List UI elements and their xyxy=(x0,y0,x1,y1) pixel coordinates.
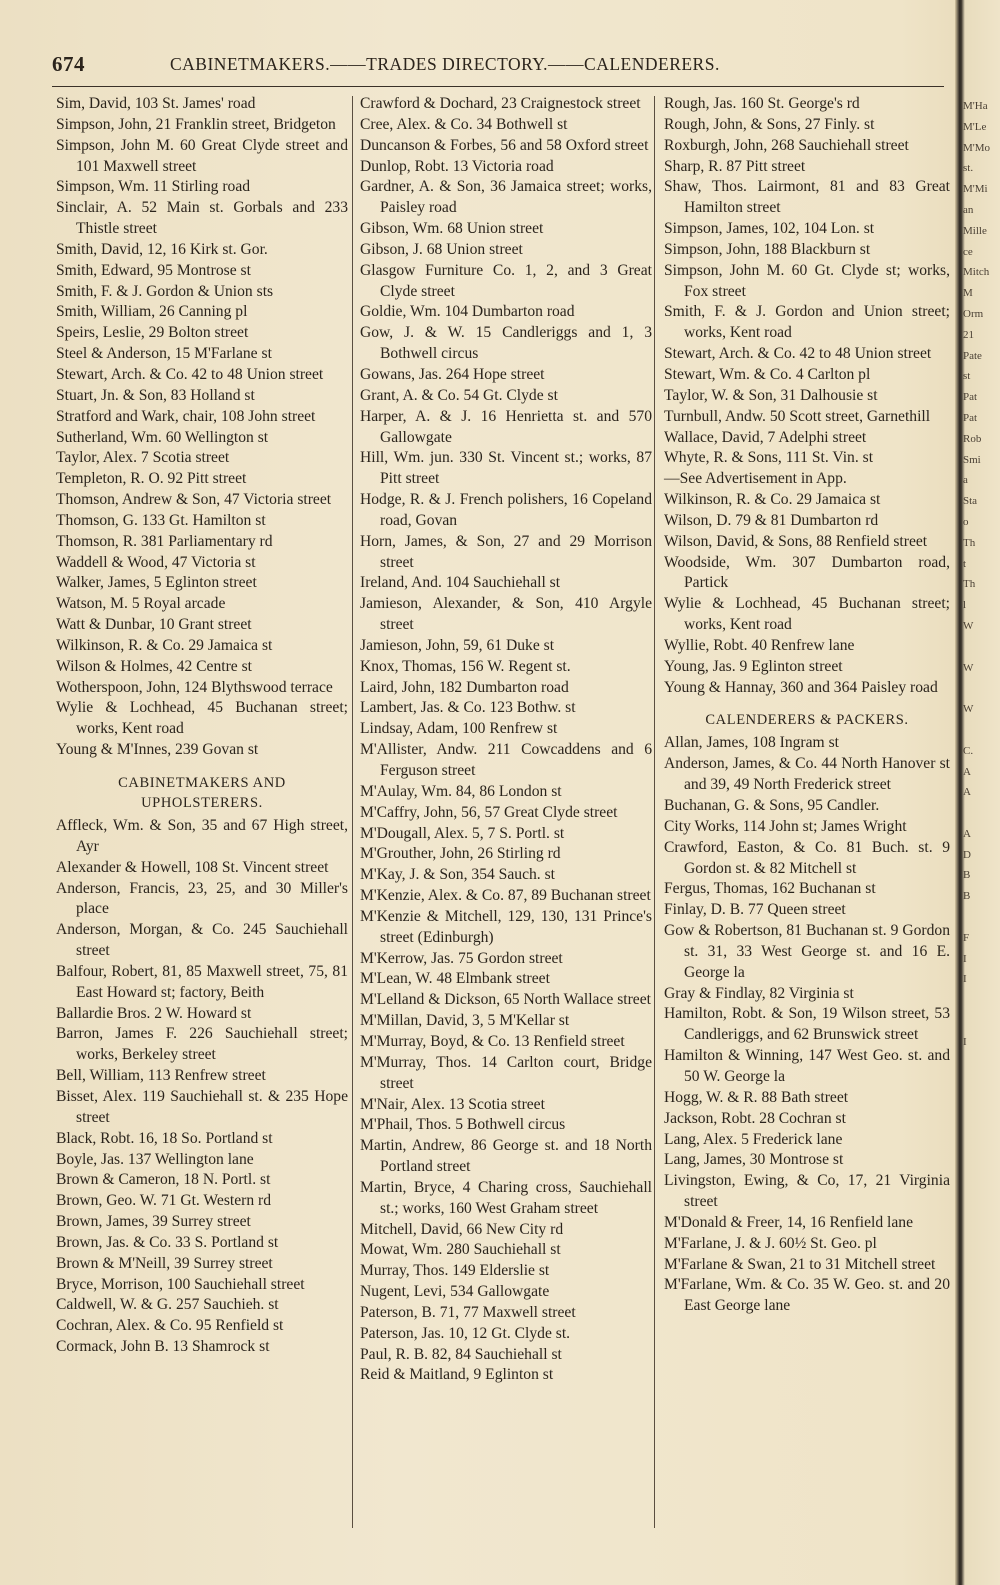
directory-entry: Lang, Alex. 5 Frederick lane xyxy=(664,1130,843,1148)
directory-entry: Paterson, B. 71, 77 Maxwell street xyxy=(360,1303,576,1321)
directory-entry: Lindsay, Adam, 100 Renfrew st xyxy=(360,720,558,738)
fragment-text: A xyxy=(963,827,971,840)
directory-entry: Templeton, R. O. 92 Pitt street xyxy=(56,470,247,488)
directory-entry: Cree, Alex. & Co. 34 Bothwell st xyxy=(360,115,568,133)
directory-entry: —See Advertisement in App. xyxy=(664,470,847,488)
fragment-text xyxy=(963,678,1000,699)
directory-entry: Wallace, David, 7 Adelphi street xyxy=(664,428,867,446)
fragment-text: Th xyxy=(963,578,976,591)
directory-entry: Steel & Anderson, 15 M'Farlane st xyxy=(56,345,272,363)
directory-entry: Finlay, D. B. 77 Queen street xyxy=(664,901,846,919)
directory-entry: M'Farlane, Wm. & Co. 35 W. Geo. st. and 20 East George lane xyxy=(664,1276,950,1315)
fragment-text: o xyxy=(963,515,969,528)
adjacent-page-fragments xyxy=(963,96,1000,1177)
directory-entry: Nugent, Levi, 534 Gallowgate xyxy=(360,1283,550,1301)
directory-entry: Walker, James, 5 Eglinton street xyxy=(56,574,257,592)
directory-entry: Buchanan, G. & Sons, 95 Candler. xyxy=(664,797,880,814)
directory-entry: City Works, 114 John st; James Wright xyxy=(664,817,907,835)
directory-entry: Lang, James, 30 Montrose st xyxy=(664,1151,844,1169)
fragment-text xyxy=(963,1157,1000,1178)
directory-entry: Mitchell, David, 66 New City rd xyxy=(360,1220,564,1238)
directory-entry: Wilkinson, R. & Co. 29 Jamaica st xyxy=(56,636,273,654)
directory-entry: Woodside, Wm. 307 Dumbarton road, Partick xyxy=(664,553,950,592)
directory-entry: Wotherspoon, John, 124 Blythswood terrace xyxy=(56,678,333,696)
directory-entry: Paul, R. B. 82, 84 Sauchiehall st xyxy=(360,1345,562,1363)
directory-entry: Rough, John, & Sons, 27 Finly. st xyxy=(664,115,875,133)
directory-entry: Brown, Geo. W. 71 Gt. Western rd xyxy=(56,1192,272,1210)
directory-entry: Black, Robt. 16, 18 So. Portland st xyxy=(56,1129,273,1147)
column-2 xyxy=(360,94,652,1534)
directory-entry: Sinclair, A. 52 Main st. Gorbals and 233 Thistle street xyxy=(56,199,348,238)
directory-entry: Barron, James F. 226 Sauchiehall street; works, Berkeley street xyxy=(56,1025,348,1064)
directory-entry: M'Millan, David, 3, 5 M'Kellar st xyxy=(360,1012,570,1030)
directory-entry: Laird, John, 182 Dumbarton road xyxy=(360,678,569,696)
directory-entry: Simpson, John, 21 Franklin street, Bridgeton xyxy=(56,115,336,133)
directory-entry: M'Kerrow, Jas. 75 Gordon street xyxy=(360,949,563,967)
directory-entry: Shaw, Thos. Lairmont, 81 and 83 Great Hamilton street xyxy=(664,178,950,217)
directory-entry: Boyle, Jas. 137 Wellington lane xyxy=(56,1150,254,1168)
directory-entry: Crawford & Dochard, 23 Craignestock street xyxy=(360,95,641,112)
directory-entry: Martin, Andrew, 86 George st. and 18 North Portland street xyxy=(360,1137,652,1176)
directory-entry: Brown & Cameron, 18 N. Portl. st xyxy=(56,1171,271,1189)
column-3 xyxy=(664,94,950,1534)
directory-entry: Rough, Jas. 160 St. George's rd xyxy=(664,95,860,112)
fragment-text xyxy=(963,990,1000,1011)
directory-entry: Grant, A. & Co. 54 Gt. Clyde st xyxy=(360,386,558,404)
fragment-text: A xyxy=(963,786,971,799)
directory-entry: Bisset, Alex. 119 Sauchiehall st. & 235 Hope street xyxy=(56,1087,348,1126)
directory-entry: Simpson, James, 102, 104 Lon. st xyxy=(664,220,875,238)
fragment-text: Smi xyxy=(963,453,981,466)
directory-entry: Wyllie, Robt. 40 Renfrew lane xyxy=(664,636,855,654)
column-1 xyxy=(56,94,348,1534)
directory-entry: M'Murray, Thos. 14 Carlton court, Bridge street xyxy=(360,1053,652,1092)
directory-entry: Alexander & Howell, 108 St. Vincent street xyxy=(56,858,329,876)
fragment-text: 21 xyxy=(963,328,974,341)
fragment-text: Pate xyxy=(963,349,982,362)
directory-entry: Smith, David, 12, 16 Kirk st. Gor. xyxy=(56,240,268,258)
directory-entry: Gowans, Jas. 264 Hope street xyxy=(360,365,545,383)
directory-entry: Affleck, Wm. & Son, 35 and 67 High street, Ayr xyxy=(56,817,348,855)
fragment-text: Pat xyxy=(963,391,978,404)
fragment-text: a xyxy=(963,474,968,487)
directory-entry: Caldwell, W. & G. 257 Sauchieh. st xyxy=(56,1296,279,1314)
directory-entry: Wilson, David, & Sons, 88 Renfield street xyxy=(664,532,928,550)
directory-entry: Waddell & Wood, 47 Victoria st xyxy=(56,553,256,571)
directory-entry: Gibson, J. 68 Union street xyxy=(360,240,523,258)
fragment-text: F xyxy=(963,931,970,944)
directory-entry: M'Aulay, Wm. 84, 86 London st xyxy=(360,782,562,800)
directory-entry: Cochran, Alex. & Co. 95 Renfield st xyxy=(56,1317,284,1335)
directory-entry: M'Farlane, J. & J. 60½ St. Geo. pl xyxy=(664,1234,877,1252)
fragment-text: Mitch xyxy=(963,266,990,279)
directory-entry: Roxburgh, John, 268 Sauchiehall street xyxy=(664,136,909,154)
fragment-text xyxy=(963,907,1000,928)
directory-entry: Ireland, And. 104 Sauchiehall st xyxy=(360,574,561,592)
directory-entry: Turnbull, Andw. 50 Scott street, Garnethill xyxy=(664,407,931,425)
fragment-text xyxy=(963,637,1000,658)
directory-entry: Jamieson, Alexander, & Son, 410 Argyle street xyxy=(360,595,652,634)
directory-entry: Taylor, W. & Son, 31 Dalhousie st xyxy=(664,386,878,404)
fragment-text: l xyxy=(963,599,967,612)
directory-entry: M'Lelland & Dickson, 65 North Wallace street xyxy=(360,991,651,1009)
fragment-text: D xyxy=(963,848,971,861)
directory-entry: Reid & Maitland, 9 Eglinton st xyxy=(360,1366,554,1384)
directory-entry: Anderson, Francis, 23, 25, and 30 Miller's place xyxy=(56,879,348,918)
directory-entry: Ballardie Bros. 2 W. Howard st xyxy=(56,1004,252,1022)
section-heading: CALENDERERS & PACKERS. xyxy=(705,712,909,729)
directory-entry: Lambert, Jas. & Co. 123 Bothw. st xyxy=(360,699,576,717)
directory-entry: Hamilton, Robt. & Son, 19 Wilson street, 53 Candleriggs, and 62 Brunswick street xyxy=(664,1005,950,1044)
fragment-text: Pat xyxy=(963,411,978,424)
directory-entry: Wylie & Lochhead, 45 Buchanan street; works, Kent road xyxy=(664,595,950,634)
fragment-text xyxy=(963,1136,1000,1157)
fragment-text xyxy=(963,720,1000,741)
fragment-text: st. xyxy=(963,162,974,175)
directory-entry: Dunlop, Robt. 13 Victoria road xyxy=(360,157,554,175)
directory-entry: Gow, J. & W. 15 Candleriggs and 1, 3 Bothwell circus xyxy=(360,324,652,363)
directory-entry: Simpson, Wm. 11 Stirling road xyxy=(56,178,251,196)
directory-entry: M'Kenzie, Alex. & Co. 87, 89 Buchanan street xyxy=(360,887,651,905)
fragment-text: M'Mi xyxy=(963,183,988,196)
fragment-text: W xyxy=(963,661,974,674)
directory-entry: M'Caffry, John, 56, 57 Great Clyde street xyxy=(360,803,618,821)
fragment-text: B xyxy=(963,869,971,882)
directory-entry: Martin, Bryce, 4 Charing cross, Sauchiehall st.; works, 160 West Graham street xyxy=(360,1178,652,1217)
directory-entry: Watt & Dunbar, 10 Grant street xyxy=(56,616,252,634)
directory-entry: Stewart, Arch. & Co. 42 to 48 Union street xyxy=(56,365,324,383)
directory-entry: Knox, Thomas, 156 W. Regent st. xyxy=(360,657,571,675)
directory-entry: M'Kenzie & Mitchell, 129, 130, 131 Prince's street (Edinburgh) xyxy=(360,907,652,946)
directory-entry: Stewart, Wm. & Co. 4 Carlton pl xyxy=(664,365,871,383)
page-number: 674 xyxy=(52,52,85,76)
directory-entry: Stuart, Jn. & Son, 83 Holland st xyxy=(56,386,255,404)
directory-entry: M'Phail, Thos. 5 Bothwell circus xyxy=(360,1116,566,1134)
fragment-text: Th xyxy=(963,536,976,549)
fragment-text: I xyxy=(963,1035,967,1048)
directory-entry: M'Donald & Freer, 14, 16 Renfield lane xyxy=(664,1213,914,1231)
fragment-text: C. xyxy=(963,744,974,757)
fragment-text: ce xyxy=(963,245,973,258)
directory-entry: Crawford, Easton, & Co. 81 Buch. st. 9 Gordon st. & 82 Mitchell st xyxy=(664,838,950,877)
header-rule xyxy=(52,86,944,87)
directory-entry: Sim, David, 103 St. James' road xyxy=(56,95,256,112)
fragment-text: W xyxy=(963,619,974,632)
directory-entry: Wilson, D. 79 & 81 Dumbarton rd xyxy=(664,511,879,529)
fragment-text: I xyxy=(963,952,967,965)
directory-entry: M'Lean, W. 48 Elmbank street xyxy=(360,970,550,988)
directory-entry: M'Nair, Alex. 13 Scotia street xyxy=(360,1095,545,1113)
column-divider xyxy=(654,96,655,1528)
directory-entry: Wilkinson, R. & Co. 29 Jamaica st xyxy=(664,491,881,509)
directory-entry: Young & M'Innes, 239 Govan st xyxy=(56,741,259,759)
directory-entry: Smith, Edward, 95 Montrose st xyxy=(56,261,251,279)
directory-entry: Livingston, Ewing, & Co, 17, 21 Virginia street xyxy=(664,1172,950,1211)
fragment-text xyxy=(963,803,1000,824)
column-divider xyxy=(352,96,353,1528)
directory-entry: Hamilton & Winning, 147 West Geo. st. and 50 W. George la xyxy=(664,1047,950,1085)
directory-entry: M'Kay, J. & Son, 354 Sauch. st xyxy=(360,866,555,884)
directory-entry: Young, Jas. 9 Eglinton street xyxy=(664,657,843,675)
directory-entry: Gardner, A. & Son, 36 Jamaica street; works, Paisley road xyxy=(360,178,652,217)
fragment-text: B xyxy=(963,890,971,903)
directory-entry: Bryce, Morrison, 100 Sauchiehall street xyxy=(56,1275,305,1293)
directory-entry: Glasgow Furniture Co. 1, 2, and 3 Great Clyde street xyxy=(360,261,652,300)
directory-entry: M'Allister, Andw. 211 Cowcaddens and 6 Ferguson street xyxy=(360,741,652,779)
fragment-text: I xyxy=(963,973,967,986)
fragment-text xyxy=(963,1115,1000,1136)
directory-entry: Young & Hannay, 360 and 364 Paisley road xyxy=(664,678,938,696)
fragment-text: W xyxy=(963,703,974,716)
fragment-text: Mille xyxy=(963,224,987,237)
directory-entry: M'Murray, Boyd, & Co. 13 Renfield street xyxy=(360,1032,625,1050)
directory-entry: Sutherland, Wm. 60 Wellington st xyxy=(56,428,269,446)
directory-entry: Duncanson & Forbes, 56 and 58 Oxford street xyxy=(360,136,649,154)
directory-entry: Brown, Jas. & Co. 33 S. Portland st xyxy=(56,1233,279,1251)
fragment-text: A xyxy=(963,765,971,778)
page-header xyxy=(52,52,952,82)
directory-entry: Taylor, Alex. 7 Scotia street xyxy=(56,449,230,467)
directory-entry: Hogg, W. & R. 88 Bath street xyxy=(664,1088,849,1106)
directory-entry: Paterson, Jas. 10, 12 Gt. Clyde st. xyxy=(360,1324,571,1342)
directory-entry: Harper, A. & J. 16 Henrietta st. and 570 Gallowgate xyxy=(360,407,652,446)
directory-entry: Stratford and Wark, chair, 108 John street xyxy=(56,407,316,425)
directory-entry: Whyte, R. & Sons, 111 St. Vin. st xyxy=(664,449,874,467)
fragment-text xyxy=(963,1094,1000,1115)
directory-entry: Horn, James, & Son, 27 and 29 Morrison street xyxy=(360,532,652,571)
directory-entry: Simpson, John M. 60 Gt. Clyde st; works, Fox street xyxy=(664,261,950,300)
fragment-text: Sta xyxy=(963,495,978,508)
fragment-text: M xyxy=(963,287,973,300)
fragment-text: Rob xyxy=(963,432,982,445)
directory-entry: Thomson, R. 381 Parliamentary rd xyxy=(56,532,273,550)
fragment-text: st xyxy=(963,370,971,383)
directory-entry: Wilson & Holmes, 42 Centre st xyxy=(56,657,253,675)
directory-entry: Smith, William, 26 Canning pl xyxy=(56,303,248,321)
fragment-text: M'Le xyxy=(963,120,987,133)
directory-entry: Murray, Thos. 149 Elderslie st xyxy=(360,1262,550,1280)
directory-entry: Speirs, Leslie, 29 Bolton street xyxy=(56,324,249,342)
directory-entry: Gow & Robertson, 81 Buchanan st. 9 Gordon st. 31, 33 West George st. and 16 E. George la xyxy=(664,922,950,981)
directory-entry: Bell, William, 113 Renfrew street xyxy=(56,1067,266,1085)
directory-entry: Cormack, John B. 13 Shamrock st xyxy=(56,1338,270,1356)
directory-entry: Sharp, R. 87 Pitt street xyxy=(664,157,806,175)
directory-entry: Stewart, Arch. & Co. 42 to 48 Union street xyxy=(664,345,932,363)
directory-entry: Smith, F. & J. Gordon and Union street; works, Kent road xyxy=(664,303,950,342)
directory-entry: Goldie, Wm. 104 Dumbarton road xyxy=(360,303,575,321)
directory-entry: Gibson, Wm. 68 Union street xyxy=(360,220,544,238)
directory-entry: Allan, James, 108 Ingram st xyxy=(664,734,839,752)
fragment-text xyxy=(963,1053,1000,1074)
fragment-text xyxy=(963,1011,1000,1032)
directory-entry: Fergus, Thomas, 162 Buchanan st xyxy=(664,880,876,898)
directory-entry: Hodge, R. & J. French polishers, 16 Copeland road, Govan xyxy=(360,491,652,529)
directory-entry: M'Farlane & Swan, 21 to 31 Mitchell street xyxy=(664,1255,936,1273)
section-heading: CABINETMAKERS AND UPHOLSTERERS. xyxy=(118,775,286,811)
running-title: CABINETMAKERS.——TRADES DIRECTORY.——CALENDERERS. xyxy=(170,54,720,74)
fragment-text xyxy=(963,1073,1000,1094)
fragment-text: M'Mo xyxy=(963,141,991,154)
directory-entry: Brown, James, 39 Surrey street xyxy=(56,1213,251,1231)
fragment-text: M'Ha xyxy=(963,100,988,112)
directory-entry: Hill, Wm. jun. 330 St. Vincent st.; works, 87 Pitt street xyxy=(360,449,652,488)
directory-entry: M'Grouther, John, 26 Stirling rd xyxy=(360,845,561,863)
directory-entry: Anderson, Morgan, & Co. 245 Sauchiehall street xyxy=(56,921,348,960)
directory-entry: Mowat, Wm. 280 Sauchiehall st xyxy=(360,1241,561,1259)
directory-entry: M'Dougall, Alex. 5, 7 S. Portl. st xyxy=(360,824,565,842)
directory-entry: Thomson, G. 133 Gt. Hamilton st xyxy=(56,511,266,529)
directory-entry: Simpson, John M. 60 Great Clyde street and 101 Maxwell street xyxy=(56,136,348,175)
directory-entry: Wylie & Lochhead, 45 Buchanan street; works, Kent road xyxy=(56,699,348,738)
fragment-text: an xyxy=(963,203,974,216)
directory-entry: Thomson, Andrew & Son, 47 Victoria street xyxy=(56,491,332,509)
directory-entry: Gray & Findlay, 82 Virginia st xyxy=(664,984,854,1002)
directory-entry: Jamieson, John, 59, 61 Duke st xyxy=(360,636,555,654)
fragment-text: Orm xyxy=(963,307,984,320)
directory-entry: Smith, F. & J. Gordon & Union sts xyxy=(56,282,274,300)
directory-entry: Watson, M. 5 Royal arcade xyxy=(56,595,226,613)
directory-entry: Simpson, John, 188 Blackburn st xyxy=(664,240,871,258)
directory-entry: Jackson, Robt. 28 Cochran st xyxy=(664,1109,846,1127)
fragment-text: t xyxy=(963,557,967,570)
directory-entry: Brown & M'Neill, 39 Surrey street xyxy=(56,1254,273,1272)
directory-entry: Balfour, Robert, 81, 85 Maxwell street, 75, 81 East Howard st; factory, Beith xyxy=(56,962,348,1001)
directory-entry: Anderson, James, & Co. 44 North Hanover st and 39, 49 North Frederick street xyxy=(664,755,950,794)
